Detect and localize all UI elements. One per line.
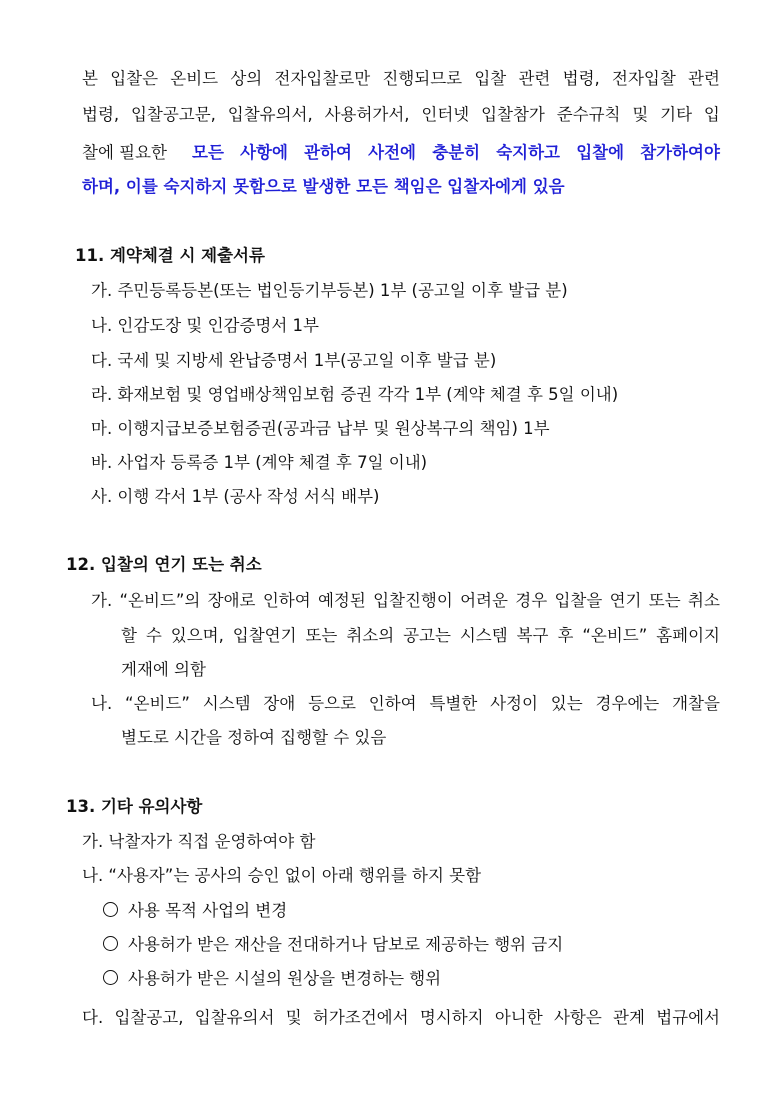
word: “온비드” [125, 694, 190, 713]
section-13-sub-item: 사용허가 받은 시설의 원상을 변경하는 행위 [0, 964, 773, 994]
word: 또는 [648, 591, 681, 610]
section-12-item-a-line-1 [91, 586, 720, 616]
section-13-sub-item: 사용 목적 사업의 변경 [0, 896, 773, 926]
word: 사항에 [240, 143, 288, 162]
word: 입찰유의서, [227, 105, 313, 124]
word: 공고는 [403, 626, 451, 645]
word: 전자입찰로만 [274, 69, 371, 88]
word: 복구 [516, 626, 549, 645]
word: 입 [703, 105, 720, 124]
word: 홈페이지 [656, 626, 720, 645]
word: 및 [632, 105, 649, 124]
word: 등으로 [308, 694, 356, 713]
word: 특별한 [429, 694, 478, 713]
section-11-item: 다. 국세 및 지방세 완납증명서 1부(공고일 이후 발급 분) [91, 351, 497, 370]
word: 연기 [609, 591, 642, 610]
intro-line-3-normal: 찰에 필요한 [82, 143, 167, 162]
section-12-item-b-line-2: 별도로 시간을 정하여 집행할 수 있음 [121, 728, 387, 747]
word: 있는 [550, 694, 583, 713]
word: 후 [557, 626, 574, 645]
section-11-item: 라. 화재보험 및 영업배상책임보험 증권 각각 1부 (계약 체결 후 5일 이내) [91, 385, 619, 404]
intro-line-3 [0, 138, 773, 168]
word: “온비드” [582, 626, 648, 645]
word: 온비드 [170, 69, 219, 88]
word: 사전에 [368, 143, 416, 162]
section-12-item-a-line-2 [121, 621, 720, 651]
word: 입찰유의서 [194, 1008, 275, 1027]
word: 입찰 [474, 69, 507, 88]
word: 장애로 [207, 591, 256, 610]
word: 장애 [263, 694, 296, 713]
word: 사용허가서, [324, 105, 410, 124]
section-13-title: 13. 기타 유의사항 [66, 797, 203, 816]
intro-line-2 [82, 100, 720, 130]
circle-bullet-icon [103, 936, 118, 951]
section-11-item: 나. 인감도장 및 인감증명서 1부 [91, 316, 319, 335]
intro-line-3-blue [192, 138, 720, 168]
word: 할 [121, 626, 137, 645]
word: 관련 [518, 69, 551, 88]
word: 입찰에 [576, 143, 625, 162]
word: 경우 [515, 591, 548, 610]
word: 관련 [688, 69, 720, 88]
section-11-item: 가. 주민등록등본(또는 법인등기부등본) 1부 (공고일 이후 발급 분) [91, 281, 568, 300]
intro-line-4-blue: 하며, 이를 숙지하지 못함으로 발생한 모든 책임은 입찰자에게 있음 [82, 177, 565, 196]
word: 인하여 [262, 591, 311, 610]
word: 관계 [613, 1008, 645, 1027]
word: 또는 [305, 626, 338, 645]
word: 어려운 [460, 591, 508, 610]
word: 인하여 [368, 694, 417, 713]
circle-bullet-icon [103, 902, 118, 917]
word: 입찰공고문, [130, 105, 216, 124]
word: 가. [91, 591, 113, 610]
word: 인터넷 [421, 105, 470, 124]
word: “온비드”의 [119, 591, 201, 610]
word: 명시하지 [419, 1008, 484, 1027]
section-12-item-b-line-1 [91, 689, 720, 719]
word: 입찰연기 [232, 626, 297, 645]
word: 있으며, [170, 626, 224, 645]
section-13-item-c [82, 1003, 720, 1033]
section-13-item-a: 가. 낙찰자가 직접 운영하여야 함 [82, 832, 316, 851]
word: 입찰을 [554, 591, 603, 610]
section-11-title: 11. 계약체결 시 제출서류 [75, 246, 265, 265]
intro-line-4 [0, 172, 773, 202]
word: 진행되므로 [382, 69, 463, 88]
word: 취소 [688, 591, 720, 610]
word: 숙지하고 [496, 143, 560, 162]
section-12-item-a-line-3: 게재에 의함 [121, 660, 206, 679]
circle-bullet-icon [103, 970, 118, 985]
word: 본 [82, 69, 98, 88]
word: 관하여 [304, 143, 352, 162]
word: 준수규칙 [556, 105, 621, 124]
word: 경우에는 [595, 694, 660, 713]
word: 입찰진행이 [373, 591, 453, 610]
word: 개찰을 [672, 694, 720, 713]
word: 사정이 [490, 694, 538, 713]
word: 나. [91, 694, 113, 713]
section-12-title: 12. 입찰의 연기 또는 취소 [66, 555, 262, 574]
word: 예정된 [317, 591, 366, 610]
word: 다. [82, 1008, 104, 1027]
section-13-item-b: 나. “사용자”는 공사의 승인 없이 아래 행위를 하지 못함 [82, 866, 482, 885]
word: 법령, [82, 105, 120, 124]
word: 입찰참가 [481, 105, 545, 124]
word: 상의 [230, 69, 263, 88]
section-11-item: 바. 사업자 등록증 1부 (계약 체결 후 7일 이내) [91, 453, 428, 472]
word: 시스템 [459, 626, 508, 645]
word: 수 [145, 626, 162, 645]
word: 입찰공고, [114, 1008, 184, 1027]
word: 및 [285, 1008, 302, 1027]
word: 허가조건에서 [312, 1008, 409, 1027]
word: 입찰은 [110, 69, 159, 88]
word: 모든 [192, 143, 224, 162]
section-13-sub-item: 사용허가 받은 재산을 전대하거나 담보로 제공하는 행위 금지 [0, 930, 773, 960]
section-11-item: 사. 이행 각서 1부 (공사 작성 서식 배부) [91, 487, 380, 506]
word: 참가하여야 [640, 143, 720, 162]
word: 충분히 [432, 143, 481, 162]
word: 사항은 [553, 1008, 602, 1027]
word: 법령, [562, 69, 600, 88]
word: 법규에서 [656, 1008, 720, 1027]
word: 취소의 [346, 626, 395, 645]
word: 시스템 [202, 694, 251, 713]
intro-line-1 [82, 64, 720, 94]
section-11-item: 마. 이행지급보증보험증권(공과금 납부 및 원상복구의 책임) 1부 [91, 419, 550, 438]
word: 전자입찰 [612, 69, 676, 88]
word: 아니한 [494, 1008, 543, 1027]
word: 기타 [660, 105, 693, 124]
